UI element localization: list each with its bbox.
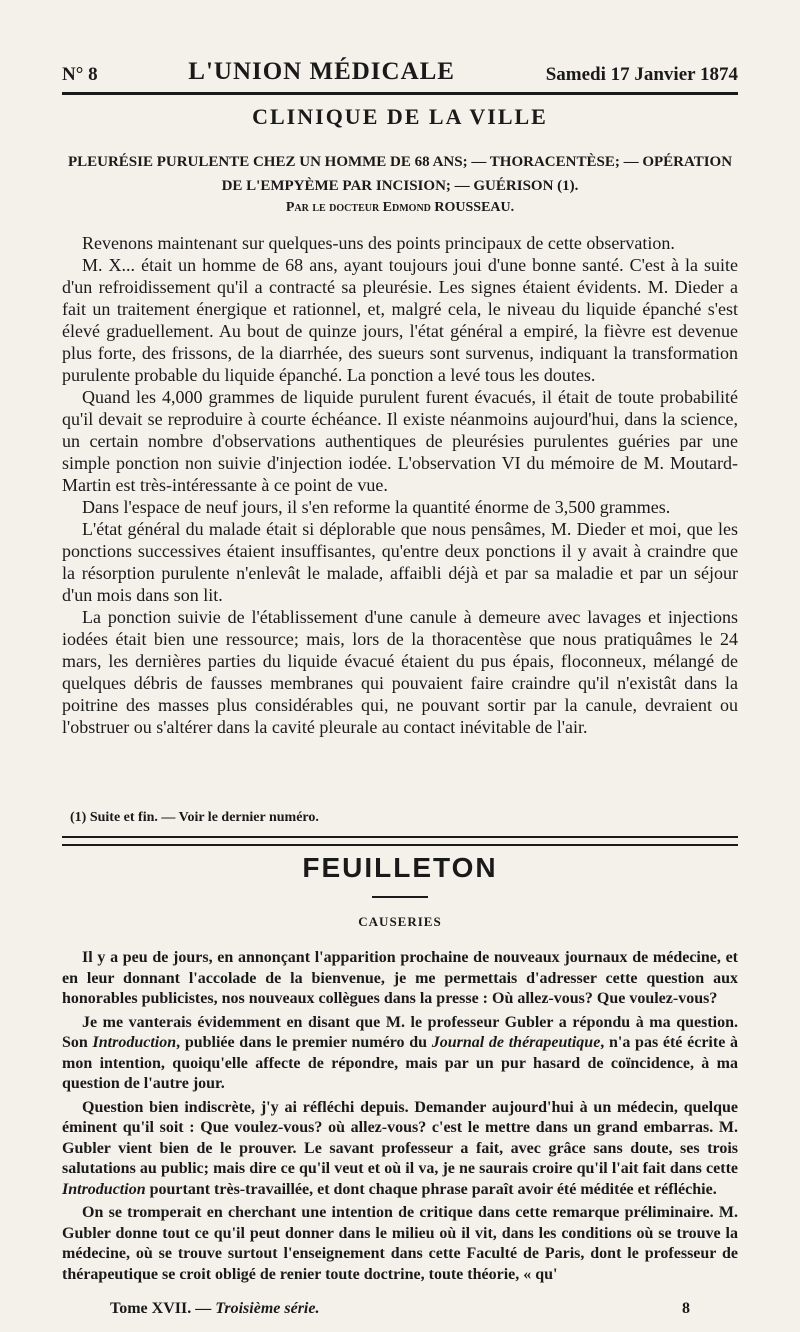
subtitle-line-1: PLEURÉSIE PURULENTE CHEZ UN HOMME DE 68 ANS; — THORACENTÈSE; — OPÉRATION <box>67 154 733 170</box>
feuilleton-body <box>62 948 738 1288</box>
article-paragraph: M. X... était un homme de 68 ans, ayant toujours joui d'une bonne santé. C'est à la suite d'un refroidissement qu'il a contracté sa pleurésie. Les signes étaient évidents. M. Dieder a fait un traitement énergique et rationnel, et, malgré cela, le niveau du liquide épanché s'est élevé graduellement. Au bout de quinze jours, l'état général a empiré, la fièvre est devenue plus forte, des frissons, de la diarrhée, des sueurs sont survenus, indiquant la transformation purulente probable du liquide épanché. La ponction a levé tous les doutes. <box>62 255 738 385</box>
feuilleton-title: FEUILLETON <box>302 852 498 883</box>
text-run: pourtant très-travaillée, et dont chaque phrase paraît avoir été méditée et réfléchie. <box>145 1180 717 1198</box>
text-run: , publiée dans le premier numéro du <box>176 1034 432 1051</box>
double-rule-divider <box>62 836 738 846</box>
volume-info <box>110 1300 319 1318</box>
article-paragraph: Revenons maintenant sur quelques-uns des points principaux de cette observation. <box>82 233 675 253</box>
article-subtitle <box>62 150 738 198</box>
journal-title: L'UNION MÉDICALE <box>188 58 455 85</box>
text-run: Question bien indiscrète, j'y ai réfléchi depuis. Demander aujourd'hui à un médecin, quelque éminent qu'il soit : Que voulez-vous? où allez-vous? c'est le mettre dans un grand embarras. M. Gubler vient bien de le prouver. Le savant professeur a fait, avec grâce sans doute, ses trois salutations au public; mais dire ce qu'il veut et où il va, je ne saurais croire qu'il l'ait fait dans cette <box>62 1098 738 1177</box>
article-paragraph: Dans l'espace de neuf jours, il s'en reforme la quantité énorme de 3,500 grammes. <box>82 497 671 517</box>
article-paragraph: La ponction suivie de l'établissement d'une canule à demeure avec lavages et injections iodées était bien une ressource; mais, lors de la thoracentèse que nous pratiquâmes le 24 mars, les dernières parties du liquide évacué étaient du pus épais, floconneux, mélangé de quelques débris de fausses membranes qui pouvaient faire craindre qu'il n'existât dans la poitrine des masses plus considérables qui, ne pouvant sortir par la canule, devraient ou l'obstruer ou s'altérer dans la cavité pleurale au contact inévitable de l'air. <box>62 607 738 737</box>
text-run: , n'a pas été écrite à mon intention, quoiqu'elle affecte de répondre, mais par un pur hasard de coïncidence, à ma question de l'autre jour. <box>62 1034 739 1092</box>
page-footer <box>110 1300 690 1318</box>
feuilleton-paragraph: Il y a peu de jours, en annonçant l'apparition prochaine de nouveaux journaux de médecine, et en leur donnant l'accolade de la bienvenue, je me permettais d'adresser cette question aux honorables publicistes, nos nouveaux collègues dans la presse : Où allez-vous? Que voulez-vous? <box>62 949 738 1007</box>
feuilleton-subtitle: CAUSERIES <box>358 914 442 929</box>
article-body <box>62 232 738 738</box>
italic-text: Introduction <box>92 1034 177 1051</box>
subtitle-line-2: DE L'EMPYÈME PAR INCISION; — GUÉRISON (1). <box>221 178 579 194</box>
issue-date: Samedi 17 Janvier 1874 <box>545 64 738 85</box>
serie-label: Troisième série. <box>215 1300 320 1317</box>
issue-number: N° 8 <box>62 64 98 85</box>
page-number: 8 <box>682 1300 690 1317</box>
section-title: CLINIQUE DE LA VILLE <box>252 104 548 129</box>
feuilleton-paragraph <box>62 1098 738 1201</box>
page-header <box>62 40 738 95</box>
feuilleton-paragraph <box>62 1013 738 1095</box>
tome-label: Tome XVII. — <box>110 1300 216 1317</box>
italic-text: Introduction <box>62 1180 146 1198</box>
italic-text: Journal de thérapeutique <box>431 1034 601 1051</box>
article-paragraph: Quand les 4,000 grammes de liquide purulent furent évacués, il était de toute probabilité qu'il devait se reproduire à courte échéance. Il existe néanmoins aujourd'hui, dans la science, un certain nombre d'observations authentiques de pleurésies purulentes guéries par une simple ponction non suivie d'injection iodée. L'observation VI du mémoire de M. Moutard-Martin est très-intéressante à ce point de vue. <box>62 387 738 495</box>
short-divider <box>372 896 428 898</box>
feuilleton-paragraph: On se tromperait en cherchant une intention de critique dans cette remarque préliminaire. M. Gubler donne tout ce qu'il peut donner dans le milieu où il vit, dans les conditions où se trouve la médecine, où se trouve surtout l'enseignement dans cette Faculté de Paris, dont le professeur de thérapeutique se croit obligé de renier toute doctrine, toute théorie, « qu' <box>62 1204 738 1283</box>
text-run: Je me vanterais évidemment en disant que M. le professeur Gubler a répondu à ma question. Son <box>62 1013 738 1051</box>
footnote: (1) Suite et fin. — Voir le dernier numéro. <box>70 810 319 825</box>
article-paragraph: L'état général du malade était si déplorable que nous pensâmes, M. Dieder et moi, que les ponctions successives étaient insuffisantes, qu'entre deux ponctions il y avait à craindre que la résorption purulente n'enlevât le malade, affaibli déjà et par sa maladie et par un séjour d'un mois dans son lit. <box>62 519 738 605</box>
byline: Par le docteur Edmond ROUSSEAU. <box>285 200 515 215</box>
